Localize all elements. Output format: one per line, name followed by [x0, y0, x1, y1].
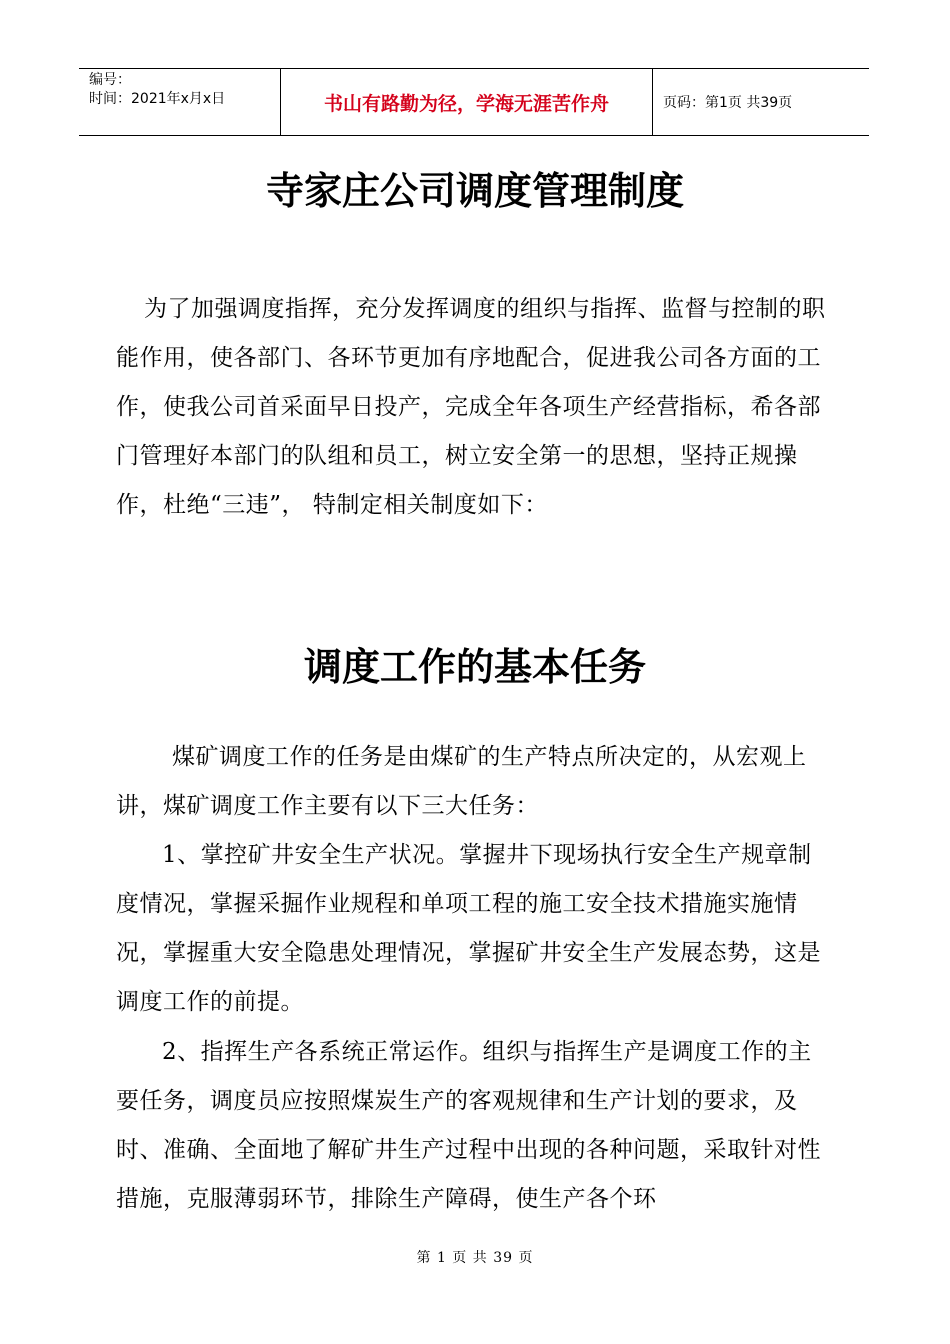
header-page-label: 页码：第1页 共39页	[663, 95, 793, 111]
header-meta-cell	[79, 69, 281, 135]
section-title: 调度工作的基本任务	[303, 645, 646, 689]
task-item-2: 2、指挥生产各系统正常运作。组织与指挥生产是调度工作的主要任务，调度员应按照煤炭生产的客观规律和生产计划的要求，及时、准确、全面地了解矿井生产过程中出现的各种问题，采取针对性措施，克服薄弱环节，排除生产障碍，使生产各个环	[116, 1039, 821, 1212]
header-table	[79, 68, 869, 136]
page-footer: 第 1 页 共 39 页	[416, 1250, 534, 1266]
task-item-1: 1、掌控矿井安全生产状况。掌握井下现场执行安全生产规章制度情况，掌握采掘作业规程和单项工程的施工安全技术措施实施情况，掌握重大安全隐患处理情况，掌握矿井安全生产发展态势，这是调度工作的前提。	[116, 842, 821, 1015]
intro-paragraph: 为了加强调度指挥，充分发挥调度的组织与指挥、监督与控制的职能作用，使各部门、各环节更加有序地配合，促进我公司各方面的工作，使我公司首采面早日投产，完成全年各项生产经营指标，希各部门管理好本部门的队组和员工，树立安全第一的思想，坚持正规操作，杜绝“三违”， 特制定相关制度如下：	[116, 296, 826, 518]
header-motto: 书山有路勤为径，学海无涯苦作舟	[281, 69, 653, 135]
task-intro-paragraph: 煤矿调度工作的任务是由煤矿的生产特点所决定的，从宏观上讲，煤矿调度工作主要有以下三大任务：	[116, 744, 807, 819]
header-number-label: 编号：	[89, 72, 131, 88]
header-date-label: 时间：2021年x月x日	[89, 91, 226, 107]
document-title: 寺家庄公司调度管理制度	[265, 169, 684, 213]
